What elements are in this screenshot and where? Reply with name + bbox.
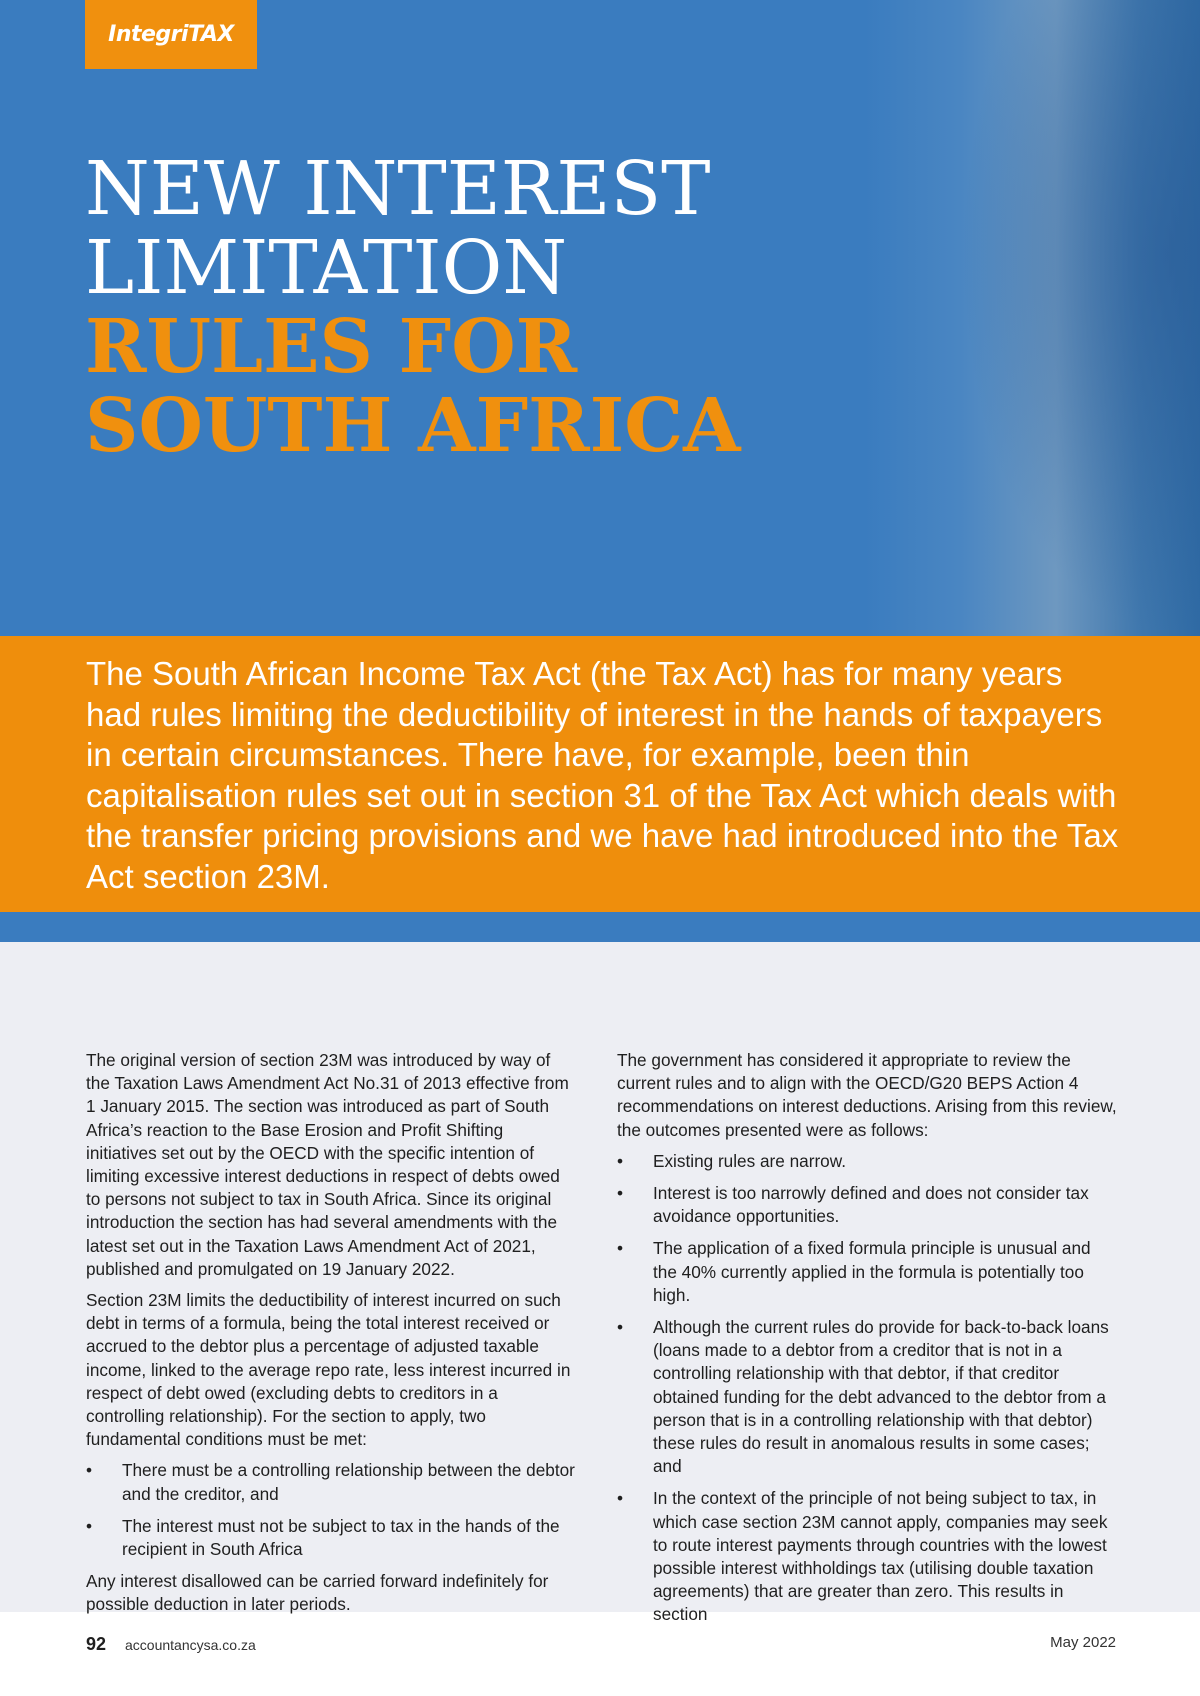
page-number: 92 [86, 1634, 107, 1654]
bullet-icon: • [617, 1317, 624, 1338]
footer-date: May 2022 [1050, 1634, 1116, 1651]
footer-website: accountancysa.co.za [125, 1637, 256, 1653]
bullet-icon: • [617, 1488, 624, 1509]
bullet-icon: • [86, 1460, 93, 1481]
list-item [86, 1515, 576, 1561]
list-item [617, 1150, 1117, 1173]
article-title [85, 146, 741, 469]
list-item [617, 1487, 1117, 1626]
logo-badge [85, 0, 257, 69]
right-column [617, 1049, 1117, 1636]
right-bullet-list [617, 1150, 1117, 1627]
left-bullet-list [86, 1459, 576, 1561]
hero-background-shade [960, 0, 1200, 636]
list-item-text: There must be a controlling relationship between the debtor and the creditor, and [122, 1460, 575, 1504]
list-item-text: In the context of the principle of not being subject to tax, in which case section 23M cannot apply, companies may seek to route interest payments through countries with the lowest possible interest withholdings tax (utilising double taxation agreements) that are greater than zero. This results in section [653, 1488, 1108, 1625]
list-item-text: The interest must not be subject to tax in the hands of the recipient in South Africa [122, 1515, 560, 1560]
bullet-icon: • [617, 1238, 624, 1259]
list-item-text: Although the current rules do provide for back-to-back loans (loans made to a debtor from a creditor that is not in a controlling relationship with that debtor, if that creditor obtained funding for the debt advanced to the debtor from a person that is in a controlling relationship with that debtor) these rules do result in anomalous results in some cases; and [653, 1317, 1109, 1477]
title-line-4: SOUTH AFRICA [85, 383, 741, 469]
bullet-icon: • [617, 1183, 624, 1204]
list-item [617, 1237, 1117, 1307]
left-paragraph-1: The original version of section 23M was introduced by way of the Taxation Laws Amendment Act No.31 of 2013 effective from 1 January 2015. The section was introduced as part of South Africa’s reaction to the Base Erosion and Profit Shifting initiatives set out by the OECD with the specific intention of limiting excessive interest deductions in respect of debts owed to persons not subject to tax in South Africa. Since its original introduction the section has had several amendments with the latest set out in the Taxation Laws Amendment Act of 2021, published and promulgated on 19 January 2022. [86, 1050, 569, 1279]
title-line-1: NEW INTEREST [85, 146, 711, 232]
list-item [86, 1459, 576, 1505]
hero-banner [0, 0, 1200, 636]
left-column [86, 1049, 576, 1625]
list-item-text: Interest is too narrowly defined and does not consider tax avoidance opportunities. [653, 1183, 1089, 1227]
left-paragraph-2: Section 23M limits the deductibility of interest incurred on such debt in terms of a formula, being the total interest received or accrued to the debtor plus a percentage of adjusted taxable income, linked to the average repo rate, less interest incurred in respect of debt owed (excluding debts to creditors in a controlling relationship). For the section to apply, two fundamental conditions must be met: [86, 1290, 571, 1450]
list-item [617, 1182, 1117, 1228]
title-line-2: LIMITATION [85, 225, 568, 311]
logo-text: IntegriTAX [108, 22, 234, 47]
intro-paragraph: The South African Income Tax Act (the Tax Act) has for many years had rules limiting the deductibility of interest in the hands of taxpayers in certain circumstances. There have, for example, been thin capitalisation rules set out in section 31 of the Tax Act which deals with the transfer pricing provisions and we have had introduced into the Tax Act section 23M. [86, 655, 1119, 895]
left-paragraph-3: Any interest disallowed can be carried forward indefinitely for possible deduction in later periods. [86, 1571, 549, 1615]
list-item [617, 1316, 1117, 1478]
list-item-text: The application of a fixed formula principle is unusual and the 40% currently applied in the formula is potentially too high. [653, 1238, 1091, 1305]
divider-strip [0, 912, 1200, 942]
list-item-text: Existing rules are narrow. [653, 1150, 846, 1171]
title-line-3: RULES FOR [85, 304, 578, 390]
bullet-icon: • [617, 1150, 624, 1171]
bullet-icon: • [86, 1515, 93, 1536]
right-paragraph-1: The government has considered it appropriate to review the current rules and to align with the OECD/G20 BEPS Action 4 recommendations on interest deductions. Arising from this review, the outcomes presented were as follows: [617, 1050, 1117, 1140]
